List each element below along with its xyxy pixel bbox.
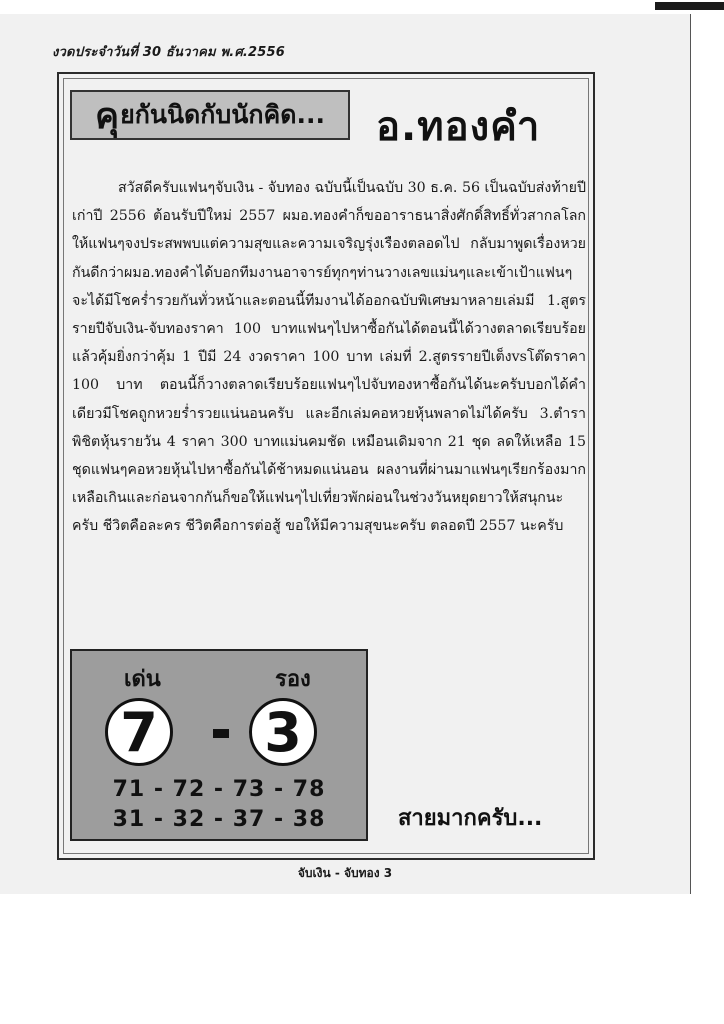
column-title-box xyxy=(70,90,350,140)
number-separator-dash xyxy=(213,729,229,738)
main-number-circle: 7 xyxy=(105,698,173,766)
main-number-label: เด่น xyxy=(124,667,161,692)
secondary-number-circle: 3 xyxy=(249,698,317,766)
closing-remark: สายมากครับ... xyxy=(398,806,543,831)
column-title-initial: คุ xyxy=(95,95,120,137)
author-name: อ.ทองคำ xyxy=(376,104,541,150)
lottery-number-box xyxy=(70,649,368,841)
secondary-number-label: รอง xyxy=(275,667,311,692)
number-set-row-2: 31 - 32 - 37 - 38 xyxy=(112,807,326,832)
page-footer: จับเงิน - จับทอง 3 xyxy=(297,866,393,880)
article-body: สวัสดีครับแฟนๆจับเงิน - จับทอง ฉบับนี้เป็นฉบับ 30 ธ.ค. 56 เป็นฉบับส่งท้ายปีเก่าปี 2556 ต้อนรับปีใหม่ 2557 ผมอ.ทองคำก็ขออาราธนาสิ่งศักดิ์สิทธิ์ทั่วสากลโลกให้แฟนๆจงประสพพบแต่ความสุขและความเจริญรุ่งเรืองตลอดไป กลับมาพูดเรื่องหวยกันดีกว่าผมอ.ทองคำได้บอกทีมงานอาจารย์ทุกๆท่านวางเลขแม่นๆและเข้าเป้าแฟนๆจะได้มีโชคร่ำรวยกันทั่วหน้าและตอนนี้ทีมงานได้ออกฉบับพิเศษมาหลายเล่มมี 1.สูตรรายปีจับเงิน-จับทองราคา 100 บาทแฟนๆไปหาซื้อกันได้ตอนนี้ได้วางตลาดเรียบร้อยแล้วคุ้มยิ่งกว่าคุ้ม 1 ปีมี 24 งวดราคา 100 บาท เล่มที่ 2.สูตรรายปีเต็งvsโต๊ดราคา 100 บาท ตอนนี้ก็วางตลาดเรียบร้อยแฟนๆไปจับทองหาซื้อกันได้นะครับบอกได้คำเดียวมีโชคถูกหวยร่ำรวยแน่นอนครับ และอีกเล่มคอหวยหุ้นพลาดไม่ได้ครับ 3.ตำราพิชิตหุ้นรายวัน 4 ราคา 300 บาทแม่นคมชัด เหมือนเดิมจาก 21 ชุด ลดให้เหลือ 15 ชุดแฟนๆคอหวยหุ้นไปหาซื้อกันได้ช้าหมดแน่นอน ผลงานที่ผ่านมาแฟนๆเรียกร้องมากเหลือเกินและก่อนจากกันก็ขอให้แฟนๆไปเที่ยวพักผ่อนในช่วงวันหยุดยาวให้สนุกนะครับ ชีวิตคือละคร ชีวิตคือการต่อสู้ ขอให้มีความสุขนะครับ ตลอดปี 2557 นะครับ xyxy=(72,180,586,535)
magazine-page xyxy=(0,14,691,894)
scan-edge-mark xyxy=(655,2,724,10)
number-set-row-1: 71 - 72 - 73 - 78 xyxy=(112,777,326,802)
column-title-text: ยกันนิดกับนักคิด... xyxy=(120,100,325,129)
issue-date-header: งวดประจำวันที่ 30 ธันวาคม พ.ศ.2556 xyxy=(52,45,286,60)
